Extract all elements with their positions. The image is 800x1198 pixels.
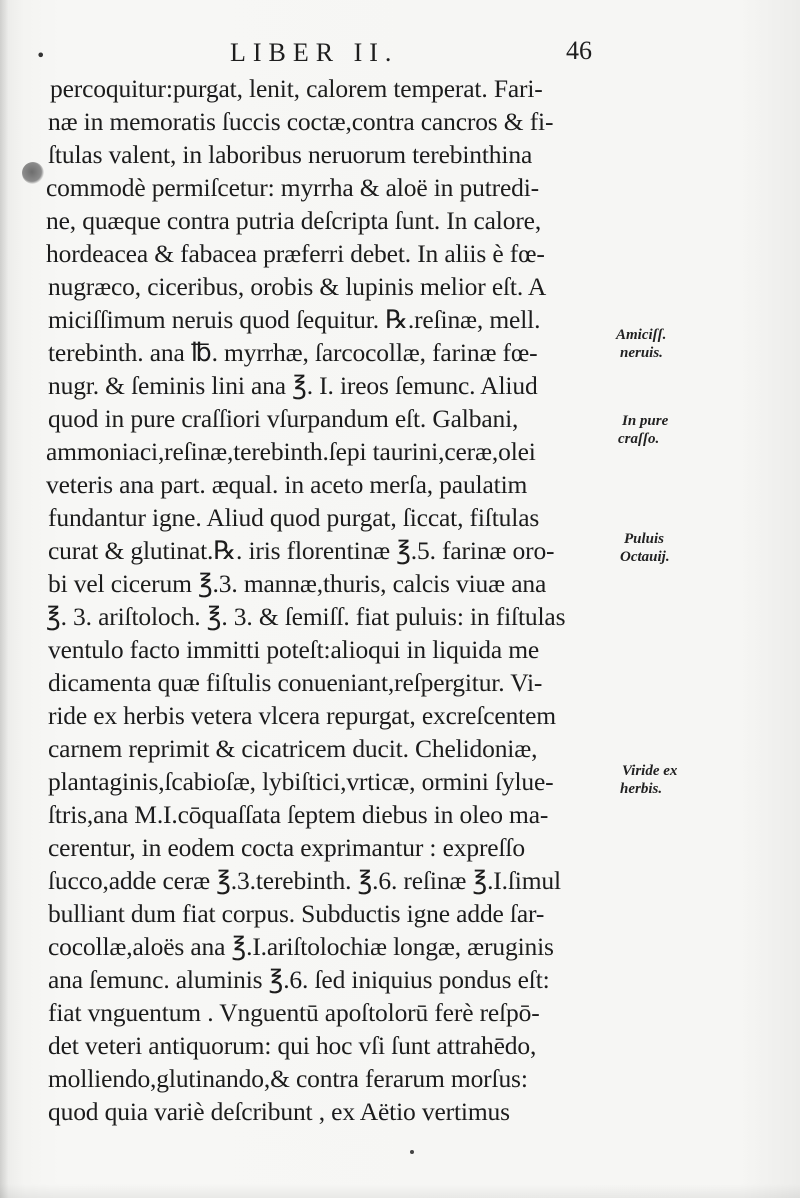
text-line: bulliant dum fiat corpus. Subductis igne adde ſar- bbox=[48, 899, 545, 928]
text-line: carnem reprimit & cicatricem ducit. Chelidoniæ, bbox=[48, 734, 538, 763]
marginal-note-in-pure bbox=[616, 412, 796, 448]
text-line: cerentur, in eodem cocta exprimantur : expreſſo bbox=[48, 833, 525, 862]
text-line: ventulo facto immitti poteſt:alioqui in liquida me bbox=[48, 635, 540, 664]
text-line: plantaginis,ſcabioſæ, lybiſtici,vrticæ, ormini ſylue- bbox=[48, 767, 554, 796]
text-line: ammoniaci,reſinæ,terebinth.ſepi taurini,ceræ,olei bbox=[46, 437, 536, 466]
marginal-line: neruis. bbox=[620, 345, 663, 361]
text-line: percoquitur:purgat, lenit, calorem temperat. Fari- bbox=[50, 74, 543, 103]
marginal-note-puluis-octauii bbox=[616, 530, 796, 566]
text-line: fundantur igne. Aliud quod purgat, ſiccat, fiſtulas bbox=[48, 503, 540, 532]
page-gutter-edge bbox=[0, 0, 8, 1198]
running-head: LIBER II. bbox=[230, 38, 399, 67]
text-line: veteris ana part. æqual. in aceto merſa, paulatim bbox=[46, 470, 528, 499]
marginal-line: In pure bbox=[622, 413, 669, 429]
marginal-line: Viride ex bbox=[622, 763, 678, 779]
text-line: ana ſemunc. aluminis ℥.6. ſed iniquius pondus eſt: bbox=[48, 965, 550, 994]
text-line: ride ex herbis vetera vlcera repurgat, excreſcentem bbox=[48, 701, 556, 730]
footer-dot bbox=[410, 1150, 414, 1154]
page-number: 46 bbox=[566, 36, 592, 65]
text-line: miciſſimum neruis quod ſequitur. ℞.reſinæ, mell. bbox=[48, 305, 541, 334]
text-line: næ in memoratis ſuccis coctæ,contra cancros & fi- bbox=[48, 107, 554, 136]
text-line: ne, quæque contra putria deſcripta ſunt. In calore, bbox=[46, 206, 542, 235]
text-line: ſtulas valent, in laboribus neruorum terebinthina bbox=[48, 140, 533, 169]
header-mark: • bbox=[36, 46, 46, 65]
marginal-line: Octauij. bbox=[620, 549, 670, 565]
marginal-note-amicissimum bbox=[616, 326, 796, 362]
text-line: hordeacea & fabacea præferri debet. In aliis è fœ- bbox=[46, 239, 545, 268]
text-line: commodè permiſcetur: myrrha & aloë in putredi- bbox=[46, 173, 540, 202]
text-line: dicamenta quæ fiſtulis conueniant,reſpergitur. Vi- bbox=[48, 668, 543, 697]
text-line: quod quia variè deſcribunt , ex Aëtio vertimus bbox=[48, 1097, 510, 1126]
text-line: ſtris,ana M.I.cōquaſſata ſeptem diebus in oleo ma- bbox=[48, 800, 549, 829]
text-line: ℥. 3. ariſtoloch. ℥. 3. & ſemiſſ. fiat puluis: in fiſtulas bbox=[46, 602, 566, 631]
text-line: nugr. & ſeminis lini ana ℥. I. ireos ſemunc. Aliud bbox=[48, 371, 538, 400]
ink-blot-mark bbox=[22, 162, 44, 184]
marginal-line: craſſo. bbox=[618, 431, 660, 447]
text-line: bi vel cicerum ℥.3. mannæ,thuris, calcis viuæ ana bbox=[48, 569, 547, 598]
marginal-note-viride-ex-herbis bbox=[616, 762, 796, 798]
text-line: ſucco,adde ceræ ℥.3.terebinth. ℥.6. reſinæ ℥.I.ſimul bbox=[48, 866, 561, 895]
text-line: terebinth. ana ℔. myrrhæ, ſarcocollæ, farinæ fœ- bbox=[48, 338, 538, 367]
text-line: nugræco, ciceribus, orobis & lupinis melior eſt. A bbox=[48, 272, 547, 301]
marginal-line: Puluis bbox=[624, 531, 665, 547]
text-line: quod in pure craſſiori vſurpandum eſt. Galbani, bbox=[48, 404, 519, 433]
text-line: cocollæ,aloës ana ℥.I.ariſtolochiæ longæ, æruginis bbox=[48, 932, 554, 961]
text-line: molliendo,glutinando,& contra ferarum morſus: bbox=[48, 1064, 528, 1093]
marginal-line: herbis. bbox=[620, 781, 663, 797]
text-line: det veteri antiquorum: qui hoc vſi ſunt attrahēdo, bbox=[48, 1031, 537, 1060]
text-line: fiat vnguentum . Vnguentū apoſtolorū ferè reſpō- bbox=[48, 998, 540, 1027]
marginal-line: Amiciſſ. bbox=[616, 327, 667, 343]
page-bottom-edge bbox=[0, 1184, 800, 1198]
text-line: curat & glutinat.℞. iris florentinæ ℥.5. farinæ oro- bbox=[48, 536, 555, 565]
